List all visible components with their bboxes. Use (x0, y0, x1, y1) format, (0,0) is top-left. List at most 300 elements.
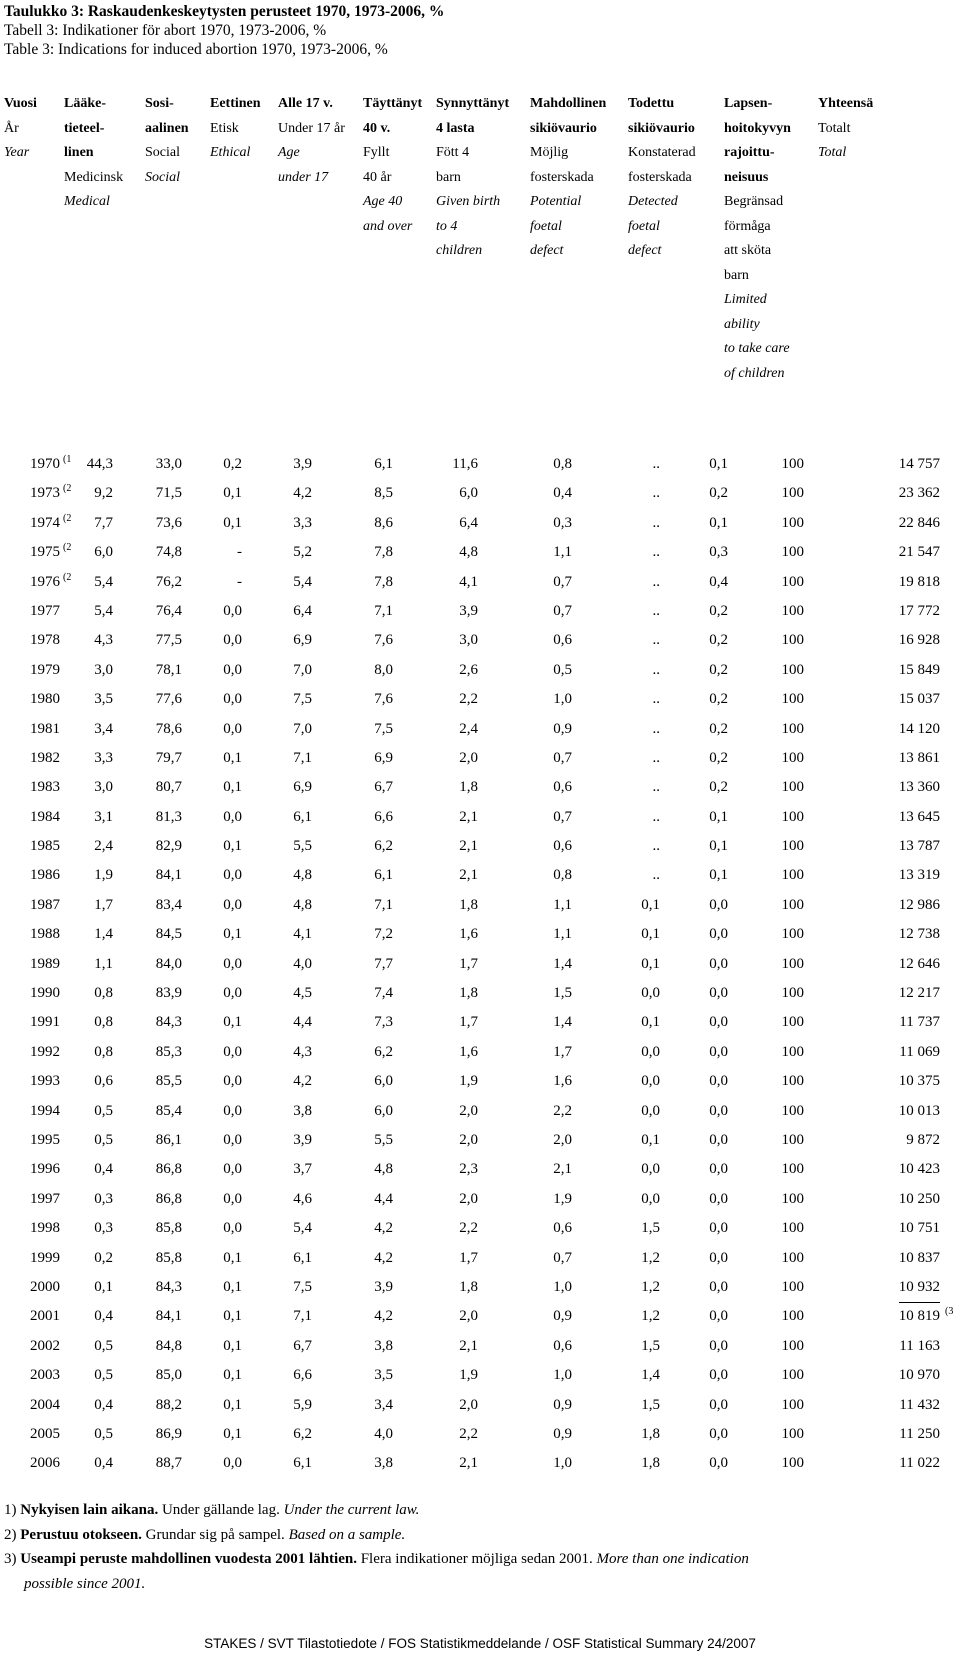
value-cell: 8,0 (374, 661, 393, 678)
value-cell: 100 (781, 749, 804, 766)
value-cell: 3,5 (374, 1367, 393, 1384)
column-header-line: linen (64, 145, 94, 160)
year-cell (30, 656, 60, 685)
value-cell: 100 (781, 456, 804, 472)
value-cell: 4,3 (293, 1043, 312, 1060)
column-header-line: Totalt (818, 120, 851, 136)
value-cell: 0,1 (94, 1278, 113, 1295)
value-cell: 6,6 (374, 808, 393, 825)
value-cell: 0,1 (223, 514, 242, 531)
value-cell: 0,5 (94, 1102, 113, 1119)
value-cell: 7,1 (293, 749, 312, 766)
value-cell: 1,5 (641, 1220, 660, 1237)
column-header-line: aalinen (145, 120, 189, 136)
table-row (0, 1038, 960, 1067)
year-value: 1985 (30, 838, 60, 855)
value-cell: 81,3 (155, 808, 182, 825)
value-cell: 1,9 (553, 1190, 572, 1207)
table-row (0, 1067, 960, 1096)
value-cell: 0,0 (709, 1102, 728, 1119)
value-cell: 5,5 (374, 1131, 393, 1148)
value-cell: 84,0 (155, 955, 182, 972)
value-cell: 1,5 (641, 1337, 660, 1354)
year-value: 1976 (30, 573, 60, 590)
column-header (210, 92, 261, 166)
value-cell: 100 (781, 1278, 804, 1295)
value-cell: 2,0 (459, 1102, 478, 1119)
table-row (0, 450, 960, 479)
value-cell: 4,3 (94, 632, 113, 649)
column-header (64, 92, 123, 215)
year-value: 1979 (30, 661, 60, 678)
value-cell: 100 (781, 955, 804, 972)
value-cell: 2,0 (459, 1190, 478, 1207)
value-cell: 3,9 (459, 602, 478, 619)
year-value: 1996 (30, 1161, 60, 1178)
value-cell: 11 022 (899, 1455, 940, 1472)
column-header-line: Potential (530, 194, 582, 209)
value-cell: 100 (781, 1455, 804, 1472)
year-cell (30, 744, 60, 773)
value-cell: 1,7 (94, 896, 113, 913)
table-row (0, 979, 960, 1008)
column-header-line: Sosi- (145, 96, 174, 111)
value-cell: 2,1 (459, 838, 478, 855)
value-cell: .. (652, 661, 660, 678)
value-cell: 2,2 (459, 1425, 478, 1442)
table-row (0, 1126, 960, 1155)
value-cell: 2,1 (459, 808, 478, 825)
value-cell: 3,0 (94, 661, 113, 678)
value-cell: 74,8 (155, 544, 182, 561)
column-header-line: Social (145, 145, 180, 160)
value-cell: 1,9 (459, 1367, 478, 1384)
year-cell (30, 1273, 60, 1302)
value-cell: 84,3 (155, 1278, 182, 1295)
value-cell: 7,5 (293, 691, 312, 708)
value-cell: 11,6 (452, 456, 478, 472)
year-value: 1980 (30, 691, 60, 708)
year-cell (30, 509, 71, 539)
year-value: 1988 (30, 926, 60, 943)
value-cell: 0,0 (223, 808, 242, 825)
value-cell: 0,2 (709, 632, 728, 649)
value-cell: 4,4 (293, 1014, 312, 1031)
value-cell: 100 (781, 1396, 804, 1413)
value-cell: 0,9 (553, 720, 572, 737)
year-value: 2005 (30, 1425, 60, 1442)
table-row (0, 1008, 960, 1037)
value-cell: 100 (781, 1367, 804, 1384)
value-cell: 3,0 (459, 632, 478, 649)
value-cell: 2,1 (459, 867, 478, 884)
column-header-line: Etisk (210, 120, 239, 136)
value-cell: 0,1 (641, 926, 660, 943)
value-cell: 0,0 (709, 1043, 728, 1060)
value-cell: 6,1 (374, 867, 393, 884)
year-value: 1978 (30, 632, 60, 649)
value-cell: 84,5 (155, 926, 182, 943)
value-cell: 0,8 (94, 1014, 113, 1031)
year-value: 1991 (30, 1014, 60, 1031)
value-cell: 76,4 (155, 602, 182, 619)
column-header-line: foetal (628, 218, 660, 234)
column-header-line: År (4, 120, 19, 136)
value-cell: 2,0 (459, 749, 478, 766)
value-cell: 2,0 (553, 1131, 572, 1148)
column-header-line: to 4 (436, 218, 458, 234)
table-row (0, 950, 960, 979)
value-cell: 6,1 (293, 1249, 312, 1266)
value-cell: 6,1 (293, 808, 312, 825)
column-header-line: Age 40 (363, 194, 403, 209)
column-header-line: Vuosi (4, 96, 37, 111)
value-cell: 0,1 (709, 456, 728, 472)
value-cell: 1,1 (94, 955, 113, 972)
value-cell: 100 (781, 1043, 804, 1060)
value-cell: 0,0 (223, 955, 242, 972)
value-cell: 3,9 (293, 1131, 312, 1148)
column-header-line: Synnyttänyt (436, 96, 510, 111)
value-cell: 86,8 (155, 1161, 182, 1178)
column-header-line: ability (724, 316, 760, 332)
value-cell: 0,1 (709, 867, 728, 884)
value-cell: 10 375 (898, 1073, 940, 1090)
value-cell: 5,4 (293, 1220, 312, 1237)
table-row (0, 1449, 960, 1478)
value-cell: 0,1 (223, 1278, 242, 1295)
column-header-line: att sköta (724, 243, 772, 258)
value-cell: 0,0 (223, 1161, 242, 1178)
value-cell: 6,2 (293, 1425, 312, 1442)
table-row (0, 773, 960, 802)
value-cell: 10 423 (898, 1161, 940, 1178)
column-header-line: Lapsen- (724, 96, 773, 111)
value-cell: 0,0 (223, 632, 242, 649)
table-row (0, 1302, 960, 1331)
value-cell: 3,4 (94, 720, 113, 737)
value-cell: 77,5 (155, 632, 182, 649)
value-cell: 6,4 (293, 602, 312, 619)
value-cell: 0,0 (223, 720, 242, 737)
value-cell: 1,1 (553, 544, 572, 561)
value-cell: 12 986 (898, 896, 940, 913)
table-row (0, 1244, 960, 1273)
value-cell: 1,9 (459, 1073, 478, 1090)
value-cell: 0,8 (94, 985, 113, 1002)
value-cell: 0,6 (553, 779, 572, 796)
year-value: 1993 (30, 1073, 60, 1090)
year-value: 1981 (30, 720, 60, 737)
value-cell: .. (652, 514, 660, 531)
value-cell: 0,2 (94, 1249, 113, 1266)
year-value: 2001 (30, 1308, 60, 1325)
year-value: 1992 (30, 1043, 60, 1060)
column-header-line: defect (530, 243, 564, 258)
value-cell: 85,5 (155, 1073, 182, 1090)
value-cell: 0,1 (223, 779, 242, 796)
column-header-line: sikiövaurio (530, 120, 597, 136)
value-cell: 6,2 (374, 838, 393, 855)
year-cell (30, 832, 60, 861)
value-cell: 0,7 (553, 808, 572, 825)
value-cell: 11 737 (899, 1014, 940, 1031)
value-cell: 73,6 (155, 514, 182, 531)
value-cell: 8,6 (374, 514, 393, 531)
column-header-line: Ethical (210, 145, 251, 160)
column-header-line: Eettinen (210, 96, 261, 111)
value-cell: 10 751 (898, 1220, 940, 1237)
column-header-line: Year (4, 145, 30, 160)
value-cell: .. (652, 867, 660, 884)
value-cell: 1,7 (459, 1014, 478, 1031)
source-line: STAKES / SVT Tilastotiedote / FOS Statistikmeddelande / OSF Statistical Summary 24/2007 (204, 1636, 756, 1651)
table-row (0, 832, 960, 861)
value-cell: 0,1 (223, 1367, 242, 1384)
value-cell: - (237, 544, 242, 561)
year-value: 2003 (30, 1367, 60, 1384)
value-cell: 2,0 (459, 1131, 478, 1148)
value-cell: 0,8 (553, 867, 572, 884)
column-header-line: fosterskada (628, 169, 692, 185)
value-cell: 0,0 (709, 1308, 728, 1325)
year-cell (30, 1302, 60, 1331)
column-header-line: 40 v. (363, 120, 391, 136)
value-cell: 7,3 (374, 1014, 393, 1031)
year-cell (30, 1008, 60, 1037)
year-cell (30, 568, 71, 598)
value-cell: 0,1 (223, 1014, 242, 1031)
value-cell: 100 (781, 1190, 804, 1207)
value-cell: 6,4 (459, 514, 478, 531)
value-cell: 1,2 (641, 1249, 660, 1266)
value-cell: 7,1 (374, 602, 393, 619)
value-cell: 100 (781, 485, 804, 502)
value-cell: 100 (781, 1131, 804, 1148)
value-cell: 100 (781, 896, 804, 913)
value-cell: 100 (781, 720, 804, 737)
value-cell: 0,0 (223, 1220, 242, 1237)
value-cell: 1,7 (459, 1249, 478, 1266)
year-cell (30, 715, 60, 744)
year-cell (30, 950, 60, 979)
value-cell: 2,0 (459, 1396, 478, 1413)
table-body (0, 450, 960, 1479)
value-cell: 0,0 (709, 1161, 728, 1178)
value-cell: 100 (781, 1308, 804, 1325)
value-cell: 100 (781, 838, 804, 855)
value-cell: 84,8 (155, 1337, 182, 1354)
value-cell: 100 (781, 573, 804, 590)
value-cell: 6,0 (94, 544, 113, 561)
value-cell: 78,1 (155, 661, 182, 678)
value-cell: 88,2 (155, 1396, 182, 1413)
value-cell: 85,4 (155, 1102, 182, 1119)
year-cell (30, 1244, 60, 1273)
year-cell (30, 1067, 60, 1096)
value-cell: 100 (781, 1102, 804, 1119)
value-cell: 0,7 (553, 1249, 572, 1266)
value-cell: 4,8 (293, 896, 312, 913)
value-cell: 6,0 (459, 485, 478, 502)
value-cell: 12 738 (898, 926, 940, 943)
value-cell: 0,1 (709, 838, 728, 855)
value-cell: 7,1 (293, 1308, 312, 1325)
year-cell (30, 1332, 60, 1361)
value-cell: 7,7 (94, 514, 113, 531)
value-cell: 0,0 (223, 1455, 242, 1472)
year-cell (30, 597, 60, 626)
value-cell: 7,5 (293, 1278, 312, 1295)
value-cell: 100 (781, 1073, 804, 1090)
table-row (0, 538, 960, 567)
value-cell: 9,2 (94, 485, 113, 502)
value-cell: 0,0 (709, 1014, 728, 1031)
year-cell (30, 1214, 60, 1243)
value-cell: 11 069 (899, 1043, 940, 1060)
value-cell: 10 013 (898, 1102, 940, 1119)
value-cell: .. (652, 485, 660, 502)
table-row (0, 509, 960, 538)
value-cell: 6,1 (293, 1455, 312, 1472)
column-header-line: Fött 4 (436, 145, 470, 160)
year-cell (30, 1097, 60, 1126)
column-header (278, 92, 345, 190)
value-cell: 1,0 (553, 1367, 572, 1384)
column-header-line: Under 17 år (278, 120, 345, 136)
value-cell: 100 (781, 661, 804, 678)
table-row (0, 891, 960, 920)
column-header (4, 92, 37, 166)
value-cell: 84,1 (155, 1308, 182, 1325)
value-cell: 1,1 (553, 896, 572, 913)
value-cell: 4,5 (293, 985, 312, 1002)
year-value: 1974 (30, 514, 60, 531)
value-cell: 1,2 (641, 1308, 660, 1325)
value-cell: 6,6 (293, 1367, 312, 1384)
value-cell: 1,4 (553, 955, 572, 972)
value-cell: 0,0 (223, 691, 242, 708)
value-cell: 1,0 (553, 691, 572, 708)
footnotes (4, 1498, 749, 1596)
value-cell: 0,9 (553, 1308, 572, 1325)
value-cell: 0,8 (553, 456, 572, 472)
value-cell: 0,6 (553, 1220, 572, 1237)
value-cell: 86,9 (155, 1425, 182, 1442)
value-cell: 2,1 (459, 1455, 478, 1472)
column-header (363, 92, 422, 239)
value-cell: 3,9 (293, 456, 312, 472)
value-cell: 3,0 (94, 779, 113, 796)
value-cell: 0,4 (94, 1396, 113, 1413)
value-cell: 3,8 (374, 1455, 393, 1472)
value-cell: 0,5 (94, 1337, 113, 1354)
year-value: 2004 (30, 1396, 60, 1413)
value-cell: 88,7 (155, 1455, 182, 1472)
value-cell: 79,7 (155, 749, 182, 766)
value-cell: 3,8 (374, 1337, 393, 1354)
value-cell: 85,8 (155, 1220, 182, 1237)
value-cell: 0,0 (709, 1073, 728, 1090)
year-value: 1975 (30, 544, 60, 561)
year-cell (30, 773, 60, 802)
value-cell: 0,1 (223, 1337, 242, 1354)
value-cell: 1,6 (459, 926, 478, 943)
value-cell: 86,8 (155, 1190, 182, 1207)
year-cell (30, 1155, 60, 1184)
value-cell: 1,1 (553, 926, 572, 943)
column-header-line: barn (436, 169, 461, 185)
value-cell: 0,0 (223, 867, 242, 884)
year-cell (30, 1420, 60, 1449)
column-header-line: tieteel- (64, 120, 105, 136)
value-cell: 100 (781, 985, 804, 1002)
column-header (724, 92, 791, 386)
value-cell: 0,1 (641, 1014, 660, 1031)
value-cell: 6,2 (374, 1043, 393, 1060)
value-cell: 0,2 (709, 749, 728, 766)
column-header-line: defect (628, 243, 662, 258)
value-cell: 7,1 (374, 896, 393, 913)
value-cell: 4,2 (374, 1308, 393, 1325)
column-header-line: Yhteensä (818, 96, 874, 111)
table-row (0, 1332, 960, 1361)
table-row (0, 920, 960, 949)
value-cell: 4,4 (374, 1190, 393, 1207)
value-cell: 100 (781, 779, 804, 796)
value-cell: 17 772 (898, 602, 940, 619)
value-cell: 85,8 (155, 1249, 182, 1266)
value-cell: 19 818 (898, 573, 940, 590)
value-cell: 4,2 (293, 485, 312, 502)
year-value: 2000 (30, 1278, 60, 1295)
value-cell: 11 250 (899, 1425, 940, 1442)
value-cell: 0,0 (709, 1131, 728, 1148)
value-cell: 10 819 (898, 1308, 940, 1325)
column-header-line: sikiövaurio (628, 120, 695, 136)
value-cell: 2,2 (459, 1220, 478, 1237)
value-cell: 0,0 (709, 896, 728, 913)
footnote-marker: (1 (63, 454, 72, 465)
value-cell: 7,5 (374, 720, 393, 737)
value-cell: 0,6 (94, 1073, 113, 1090)
footnote-marker: (3 (945, 1306, 954, 1318)
value-cell: 6,1 (374, 456, 393, 472)
value-cell: 6,0 (374, 1102, 393, 1119)
value-cell: 22 846 (898, 514, 940, 531)
value-cell: 0,0 (223, 1043, 242, 1060)
column-header (436, 92, 509, 264)
value-cell: 5,5 (293, 838, 312, 855)
value-cell: 0,5 (94, 1131, 113, 1148)
value-cell: 84,1 (155, 867, 182, 884)
table-row (0, 1097, 960, 1126)
value-cell: 0,0 (641, 1043, 660, 1060)
column-header-line: and over (363, 218, 413, 234)
value-cell: 100 (781, 544, 804, 561)
value-cell: 0,0 (223, 602, 242, 619)
table-row (0, 1420, 960, 1449)
value-cell: 4,0 (374, 1425, 393, 1442)
year-value: 1990 (30, 985, 60, 1002)
value-cell: 76,2 (155, 573, 182, 590)
value-cell: 6,9 (374, 749, 393, 766)
footnote-marker: (2 (63, 512, 72, 524)
value-cell: 1,4 (641, 1367, 660, 1384)
footnote-2: 2) Perustuu otokseen. Grundar sig på sampel. Based on a sample. (4, 1526, 406, 1543)
column-header-line: Medical (64, 194, 110, 209)
column-header-line: Todettu (628, 96, 675, 111)
